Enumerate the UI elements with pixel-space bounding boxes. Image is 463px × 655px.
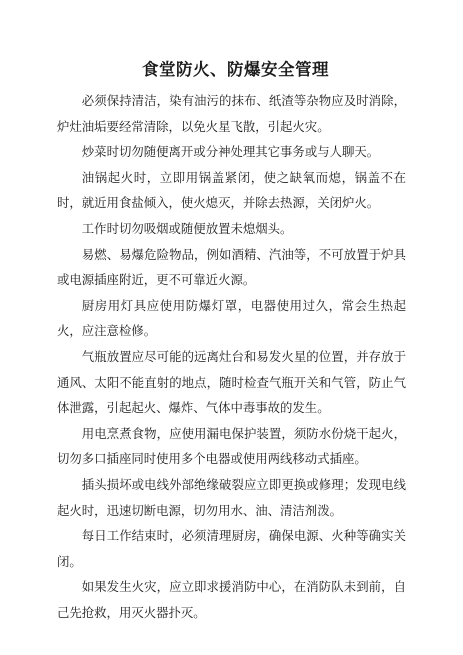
paragraph-lighting: 厨房用灯具应使用防爆灯罩，电器使用过久，常会生热起火，应注意检修。 xyxy=(57,297,406,339)
page-title: 食堂防火、防爆安全管理 xyxy=(142,60,329,79)
paragraph-gas-cylinder: 气瓶放置应尽可能的远离灶台和易发火星的位置，并存放于通风、太阳不能直射的地点，随时检查气瓶开关和气管，防止气体泄露，引起起火、爆炸、气体中毒事故的发生。 xyxy=(57,348,406,416)
paragraph-flammables: 易燃、易爆危险物品，例如酒精、汽油等，不可放置于炉具或电源插座附近，更不可靠近火源。 xyxy=(57,246,406,288)
paragraph-wiring: 插头损坏或电线外部绝缘破裂应立即更换或修理；发现电线起火时，迅速切断电源，切勿用水、油、清洁剂泼。 xyxy=(57,476,406,518)
paragraph-cleanliness: 必须保持清洁，染有油污的抹布、纸渣等杂物应及时消除，炉灶油垢要经常清除，以免火星飞散，引起火灾。 xyxy=(57,93,406,134)
paragraph-electric-cooking: 用电烹煮食物，应使用漏电保护装置，须防水份烧干起火，切勿多口插座同时使用多个电器或使用两线移动式插座。 xyxy=(57,425,406,467)
paragraph-fire-emergency: 如果发生火灾，应立即求援消防中心，在消防队未到前，自己先抢救，用灭火器扑灭。 xyxy=(57,579,406,620)
paragraph-daily-closing: 每日工作结束时，必须清理厨房，确保电源、火种等确实关闭。 xyxy=(57,528,406,569)
paragraph-oil-pan-fire: 油锅起火时，立即用锅盖紧闭，使之缺氧而熄，锅盖不在时，就近用食盐倾入，使火熄灭，并除去热源，关闭炉火。 xyxy=(57,169,406,211)
paragraph-no-smoking: 工作时切勿吸烟或随便放置未熄烟头。 xyxy=(81,220,293,236)
paragraph-cooking-attention: 炒菜时切勿随便离开或分神处理其它事务或与人聊天。 xyxy=(81,144,380,160)
